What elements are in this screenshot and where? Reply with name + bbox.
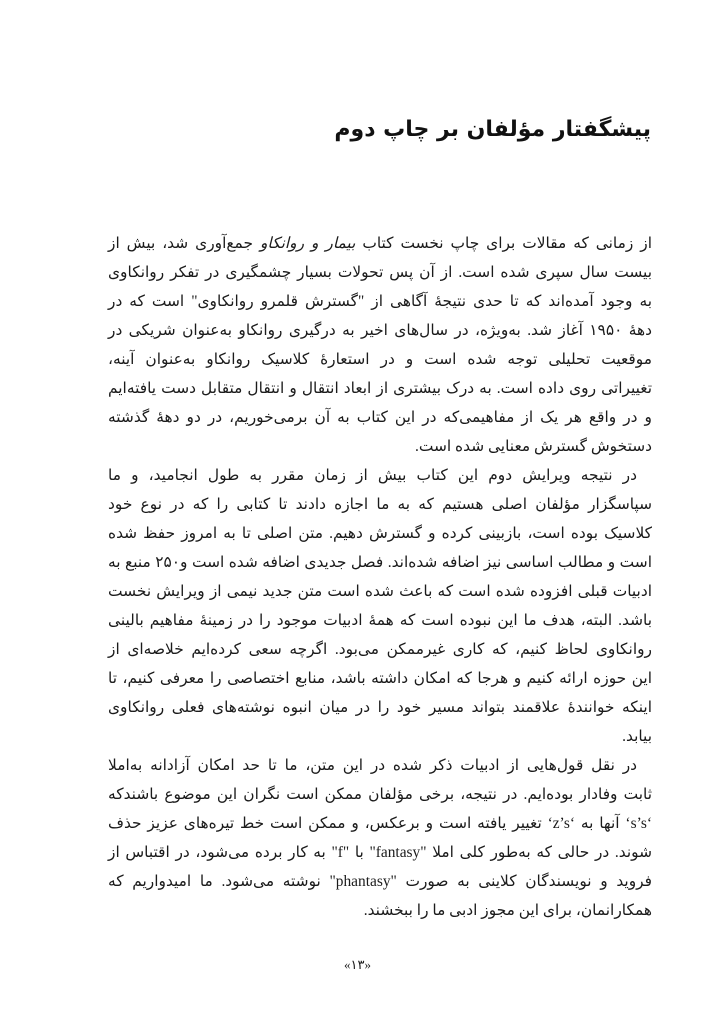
page-title: پیشگفتار مؤلفان بر چاپ دوم xyxy=(334,117,651,142)
line-text: همکارانمان، برای این مجوز ادبی ما را ببخشند. xyxy=(363,902,652,919)
text-line xyxy=(108,345,652,374)
line-text: در نقل قول‌هایی از ادبیات ذکر شده در این متن، ما تا حد امکان آزادانه به‌املا xyxy=(108,757,637,774)
text-line xyxy=(108,403,652,432)
line-segment: از زمانی که مقالات برای چاپ نخست کتاب xyxy=(355,235,652,252)
line-text: تغییراتی روی داده است. به درک بیشتری از ابعاد انتقال و انتقال متقابل دست یافته‌ایم xyxy=(108,380,652,397)
line-text: دستخوش گسترش معنایی شده است. xyxy=(415,438,652,455)
line-text: روانکاوی لحاظ کنیم، که کاری غیرممکن می‌بود. اگرچه سعی کرده‌ایم خلاصه‌ای از xyxy=(108,641,652,658)
line-text: ثابت وفادار بوده‌ایم. در نتیجه، برخی مؤلفان ممکن است نگران این موضوع باشندکه xyxy=(108,786,652,803)
line-text: دههٔ ۱۹۵۰ آغاز شد. به‌ویژه، در سال‌های اخیر به درگیری روانکاو به‌عنوان شریکی در xyxy=(108,322,652,339)
paragraph-2 xyxy=(108,461,652,751)
book-title-italic: بیمار و روانکاو xyxy=(259,235,356,252)
text-line xyxy=(108,809,652,838)
line-text: و در واقع هر یک از مفاهیمی‌که در این کتاب به آن برمی‌خوریم، در دو دههٔ گذشته xyxy=(108,409,652,426)
text-line xyxy=(108,635,652,664)
line-text: سپاسگزار مؤلفان اصلی هستیم که به ما اجازه دادند تا کتابی را که در نوع خود xyxy=(108,496,652,513)
text-line xyxy=(108,693,652,722)
text-line xyxy=(108,606,652,635)
text-line xyxy=(108,664,652,693)
line-segment: جمع‌آوری شد، بیش از xyxy=(108,235,260,252)
line-text: است و مطالب اساسی نیز اضافه شده‌اند. فصل جدیدی اضافه شده است و۲۵۰ منبع به xyxy=(108,554,652,571)
text-line xyxy=(108,287,652,316)
line-text: اینکه خوانندهٔ علاقمند بتواند مسیر خود را در میان انبوه نوشته‌های فعلی روانکاوی xyxy=(108,699,652,716)
paragraph-3 xyxy=(108,751,652,925)
text-line-last xyxy=(108,432,652,461)
page-number: «۱۳» xyxy=(344,957,371,972)
line-text: به وجود آمده‌اند که تا حدی نتیجهٔ آگاهی از "گسترش قلمرو روانکاوی" است که در xyxy=(108,293,652,310)
line-text xyxy=(108,235,652,252)
line-text: فروید و نویسندگان کلاینی به صورت "phantasy" نوشته می‌شود. ما امیدواریم که xyxy=(108,873,652,890)
line-text: ‘s’s‘ آنها به ‘z’s‘ تغییر یافته است و برعکس، و ممکن است خط تیره‌های عزیز حذف xyxy=(108,815,652,832)
line-text: ادبیات قبلی افزوده شده است که باعث شده است متن جدید نیمی از ویرایش نخست xyxy=(108,583,652,600)
text-line xyxy=(108,461,652,490)
text-line xyxy=(108,751,652,780)
text-line xyxy=(108,316,652,345)
line-text: باشد. البته، هدف ما این نبوده است که همهٔ ادبیات موجود را در زمینهٔ مفاهیم بالینی xyxy=(108,612,652,629)
line-text: کلاسیک بوده است، بازبینی کرده و گسترش دهیم. متن اصلی تا به امروز حفظ شده xyxy=(108,525,652,542)
text-line xyxy=(108,838,652,867)
text-line xyxy=(108,258,652,287)
text-line xyxy=(108,374,652,403)
line-text: موقعیت تحلیلی توجه شده است و در استعارهٔ کلاسیک روانکاو به‌عنوان آینه، xyxy=(108,351,652,368)
text-line xyxy=(108,229,652,258)
line-text: بیست سال سپری شده است. از آن پس تحولات بسیار چشمگیری در تفکر روانکاوی xyxy=(108,264,652,281)
text-line-last xyxy=(108,722,652,751)
text-line-last xyxy=(108,896,652,925)
line-text: در نتیجه ویرایش دوم این کتاب بیش از زمان مقرر به طول انجامید، و ما xyxy=(108,467,637,484)
text-line xyxy=(108,548,652,577)
text-line xyxy=(108,780,652,809)
line-text: بیابد. xyxy=(622,728,652,745)
paragraph-1 xyxy=(108,229,652,461)
line-text: این حوزه ارائه کنیم و هرجا که امکان داشته باشد، منابع اختصاصی را معرفی کنیم، تا xyxy=(108,670,652,687)
body-text xyxy=(108,229,652,925)
text-line xyxy=(108,519,652,548)
text-line xyxy=(108,867,652,896)
line-text: شوند. در حالی که به‌طور کلی املا "fantasy" با "f" به کار برده می‌شود، در اقتباس از xyxy=(108,844,652,861)
text-line xyxy=(108,490,652,519)
text-line xyxy=(108,577,652,606)
